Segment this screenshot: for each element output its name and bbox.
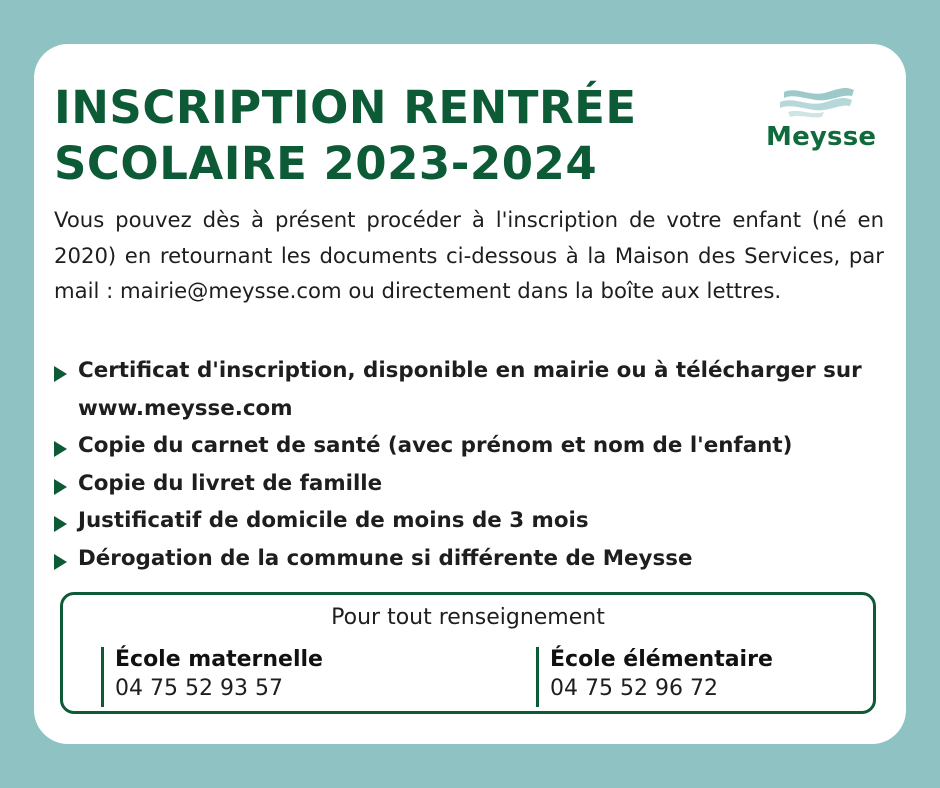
list-item xyxy=(52,427,902,465)
list-item-text: Copie du livret de famille xyxy=(78,470,383,496)
phone-number[interactable]: 04 75 52 93 57 xyxy=(115,676,283,701)
title-line-1: INSCRIPTION RENTRÉE xyxy=(54,81,637,134)
school-elementaire xyxy=(536,647,773,707)
list-item-text: Certificat d'inscription, disponible en mairie ou à télécharger sur www.meysse.com xyxy=(78,358,862,421)
list-item xyxy=(52,502,902,540)
arrow-bullet-icon xyxy=(54,441,67,457)
arrow-bullet-icon xyxy=(54,554,67,570)
phone-number[interactable]: 04 75 52 96 72 xyxy=(550,676,718,701)
arrow-bullet-icon xyxy=(54,366,67,382)
list-item xyxy=(52,352,902,427)
arrow-bullet-icon xyxy=(54,479,67,495)
meysse-logo xyxy=(760,86,880,158)
school-name: École maternelle xyxy=(115,647,323,672)
list-item-text: Justificatif de domicile de moins de 3 mois xyxy=(78,508,589,533)
list-item-text: Dérogation de la commune si différente de Meysse xyxy=(78,545,693,571)
flag-waves-icon xyxy=(778,86,856,122)
list-item xyxy=(52,540,902,578)
intro-paragraph: Vous pouvez dès à présent procéder à l'inscription de votre enfant (né en 2020) en retournant les documents ci-dessous à la Maison des Services, par mail : mairie@meysse.com ou directement dans la boîte aux lettres. xyxy=(54,207,884,303)
arrow-bullet-icon xyxy=(54,516,67,532)
contact-box xyxy=(60,592,876,714)
title-line-2: SCOLAIRE 2023-2024 xyxy=(54,137,598,190)
school-name: École élémentaire xyxy=(550,647,773,672)
page-title xyxy=(54,80,637,192)
documents-list xyxy=(52,352,902,577)
school-maternelle xyxy=(101,647,323,707)
list-item-text: Copie du carnet de santé (avec prénom et nom de l'enfant) xyxy=(78,433,793,458)
list-item xyxy=(52,465,902,503)
logo-wordmark: Meysse xyxy=(766,122,877,152)
contact-heading: Pour tout renseignement xyxy=(331,605,605,630)
